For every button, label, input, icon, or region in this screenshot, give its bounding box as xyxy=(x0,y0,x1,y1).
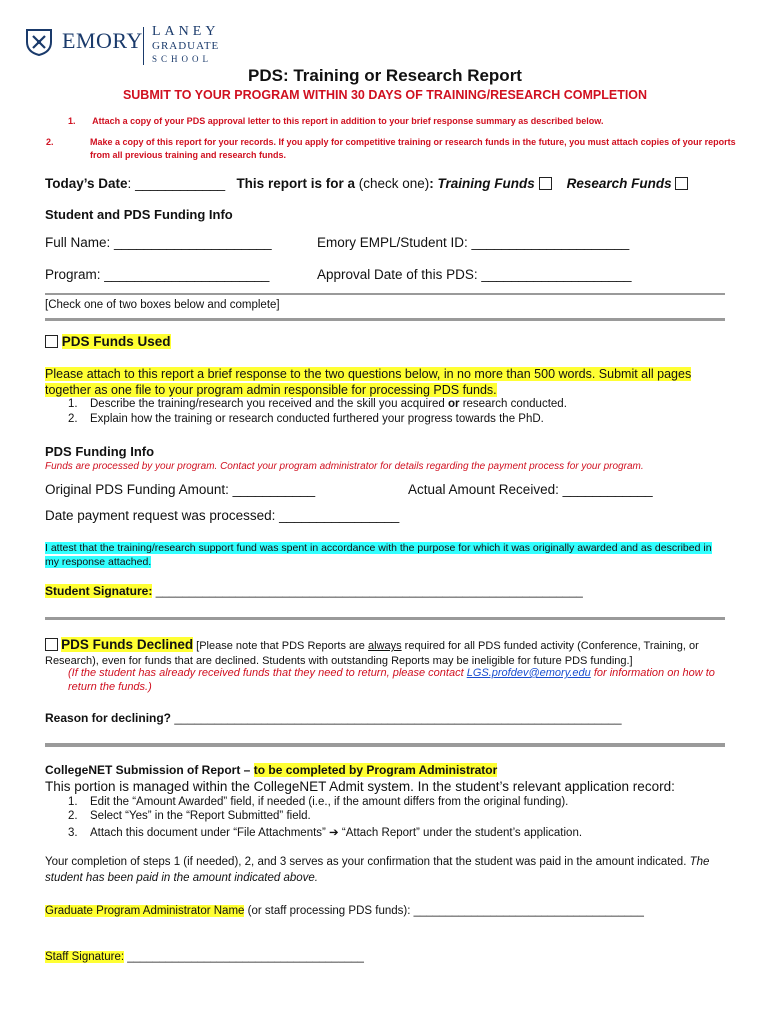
funds-used-instruction xyxy=(45,366,725,398)
report-for-colon: : xyxy=(429,176,434,191)
training-funds-checkbox[interactable] xyxy=(539,177,552,190)
emory-crest-icon xyxy=(24,28,54,56)
step-text: Attach this document under “File Attachments” ➔ “Attach Report” under the student’s application. xyxy=(90,827,583,839)
attest-text: I attest that the training/research support fund was spent in accordance with the purpose for which it was originally awarded and as described in my response attached. xyxy=(45,542,712,568)
step-number: 2. xyxy=(68,810,78,822)
graduate-wordmark: GRADUATE xyxy=(152,40,220,52)
divider xyxy=(45,318,725,321)
student-signature-field[interactable]: ________________________________________________________________ xyxy=(155,584,583,598)
page-title: PDS: Training or Research Report xyxy=(248,66,522,85)
check-one-label: (check one) xyxy=(358,176,430,191)
confirmation-text xyxy=(45,854,725,886)
question-number: 2. xyxy=(68,413,78,425)
question-1 xyxy=(68,398,567,410)
reason-label: Reason for declining? xyxy=(45,711,172,725)
date-line xyxy=(45,176,688,191)
admin-name-field[interactable]: (or staff processing PDS funds): ____________________________________ xyxy=(247,905,644,917)
todays-date-colon: : xyxy=(127,176,132,191)
step-text: Select “Yes” in the “Report Submitted” field. xyxy=(90,810,311,822)
confirmation-body: Your completion of steps 1 (if needed), 2, and 3 serves as your confirmation that the student was paid in the amount indicated. xyxy=(45,856,687,868)
step-text: Edit the “Amount Awarded” field, if needed (i.e., if the amount differs from the original funding). xyxy=(90,796,569,808)
staff-signature-field[interactable]: _____________________________________ xyxy=(127,951,364,963)
funds-declined-label: PDS Funds Declined xyxy=(61,637,194,652)
research-funds-checkbox[interactable] xyxy=(675,177,688,190)
collegenet-step-1 xyxy=(68,796,568,808)
todays-date-label: Today’s Date xyxy=(45,176,128,191)
return-funds-text: (If the student has already received funds that they need to return, please contact xyxy=(68,667,464,679)
collegenet-heading-text: CollegeNET Submission of Report – xyxy=(45,763,251,777)
funds-used-instruction-text: Please attach to this report a brief response to the two questions below, in no more than 500 words. Submit all pages together as one file to your program admin responsible for processing PDS funds. xyxy=(45,367,692,397)
original-amount-field[interactable]: Original PDS Funding Amount: ___________ xyxy=(45,482,316,497)
subtitle: SUBMIT TO YOUR PROGRAM WITHIN 30 DAYS OF TRAINING/RESEARCH COMPLETION xyxy=(122,88,648,102)
full-name-field[interactable]: Full Name: _____________________ xyxy=(45,235,272,250)
date-processed-field[interactable]: Date payment request was processed: ________________ xyxy=(45,508,400,523)
collegenet-heading-highlight: to be completed by Program Administrator xyxy=(253,763,498,777)
attest-statement xyxy=(45,541,725,569)
return-funds-note xyxy=(68,666,730,694)
approval-date-field[interactable]: Approval Date of this PDS: ____________________ xyxy=(317,267,632,282)
divider xyxy=(45,293,725,295)
funds-used-checkbox[interactable] xyxy=(45,335,58,348)
logo xyxy=(24,24,234,68)
reason-line xyxy=(45,711,622,725)
staff-signature-line xyxy=(45,951,364,963)
question-or: or xyxy=(447,398,460,410)
step-number: 1. xyxy=(68,796,78,808)
question-text-end: research conducted. xyxy=(462,398,567,410)
profdev-email-link[interactable]: LGS.profdev@emory.edu xyxy=(466,667,591,679)
collegenet-heading xyxy=(45,763,497,777)
divider xyxy=(45,743,725,747)
funding-info-note: Funds are processed by your program. Contact your program administrator for details regarding the payment process for your program. xyxy=(45,461,644,472)
declined-note-end: required for all PDS funded activity (Conference, Training, or Research), even for funds that are declined. Students with outstanding Reports may be ineligible for future PDS funding.] xyxy=(45,640,699,667)
collegenet-step-2 xyxy=(68,810,311,822)
actual-amount-field[interactable]: Actual Amount Received: ____________ xyxy=(408,482,653,497)
collegenet-step-3 xyxy=(68,825,582,839)
todays-date-field[interactable]: ____________ xyxy=(135,176,226,191)
empl-id-field[interactable]: Emory EMPL/Student ID: _____________________ xyxy=(317,235,630,250)
research-funds-label: Research Funds xyxy=(566,176,672,191)
training-funds-label: Training Funds xyxy=(437,176,535,191)
funding-info-heading: PDS Funding Info xyxy=(45,444,155,459)
collegenet-intro: This portion is managed within the CollegeNET Admit system. In the student’s relevant application record: xyxy=(45,779,675,794)
question-text: Explain how the training or research conducted furthered your progress towards the PhD. xyxy=(90,413,544,425)
confirmation-italic: The student has been paid in the amount indicated above. xyxy=(45,856,710,884)
emory-wordmark: EMORY xyxy=(62,28,143,53)
declined-note-always: always xyxy=(367,640,402,652)
funds-used-option xyxy=(45,334,171,349)
staff-signature-label: Staff Signature: xyxy=(45,951,125,963)
student-signature-label: Student Signature: xyxy=(45,584,153,598)
admin-name-line xyxy=(45,905,644,917)
reason-field[interactable]: ___________________________________________________________________ xyxy=(174,711,622,725)
check-note: [Check one of two boxes below and complete] xyxy=(45,299,280,311)
funds-declined-option xyxy=(45,637,731,669)
declined-note-start: [Please note that PDS Reports are xyxy=(196,640,365,652)
logo-divider xyxy=(143,27,144,65)
laney-wordmark: LANEY xyxy=(152,24,220,39)
question-text: Describe the training/research you received and the skill you acquired xyxy=(90,398,445,410)
question-2 xyxy=(68,413,544,425)
funds-used-label: PDS Funds Used xyxy=(61,334,171,349)
divider xyxy=(45,617,725,620)
school-wordmark: SCHOOL xyxy=(152,54,213,64)
question-number: 1. xyxy=(68,398,78,410)
admin-name-label: Graduate Program Administrator Name xyxy=(45,905,245,917)
return-funds-text-end: for information on how to return the funds.) xyxy=(68,667,715,693)
step-number: 3. xyxy=(68,827,78,839)
report-for-label: This report is for a xyxy=(236,176,355,191)
instruction-text: Attach a copy of your PDS approval letter to this report in addition to your brief response summary as described below. xyxy=(92,116,604,126)
student-info-heading: Student and PDS Funding Info xyxy=(45,207,233,222)
funds-declined-checkbox[interactable] xyxy=(45,638,58,651)
student-signature-line xyxy=(45,584,583,598)
instruction-number: 1. xyxy=(68,116,76,126)
instruction-2 xyxy=(46,136,740,162)
program-field[interactable]: Program: ______________________ xyxy=(45,267,270,282)
instruction-number: 2. xyxy=(46,137,54,147)
instruction-text: Make a copy of this report for your records. If you apply for competitive training or research funds in the future, you must attach copies of your reports from all previous training and research funds. xyxy=(90,137,736,160)
instruction-1 xyxy=(68,115,718,128)
